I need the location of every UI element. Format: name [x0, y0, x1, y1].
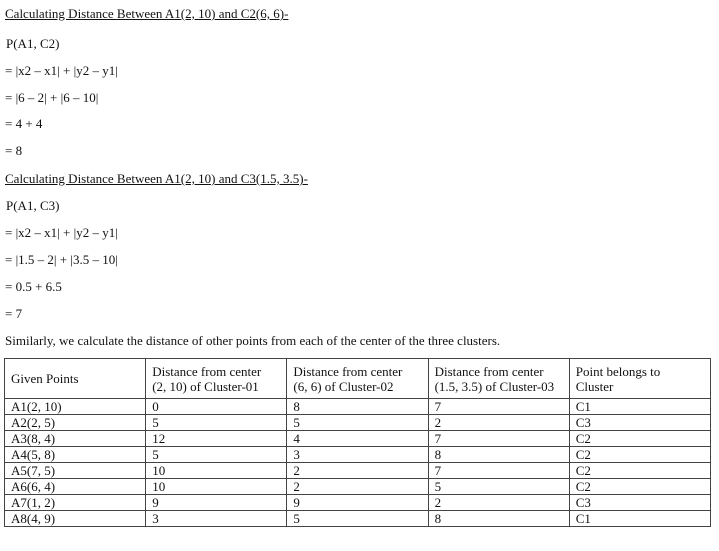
cell-dist-c3: 7 [428, 463, 569, 479]
cell-cluster: C2 [569, 479, 710, 495]
cell-dist-c3: 2 [428, 495, 569, 511]
table-header-row [5, 359, 711, 399]
distance-table [4, 358, 711, 527]
table-row [5, 399, 711, 415]
header-distance-c1 [146, 359, 287, 399]
cell-cluster: C2 [569, 463, 710, 479]
substitution-line: = |6 – 2| + |6 – 10| [5, 90, 99, 105]
cell-dist-c1: 5 [146, 415, 287, 431]
cell-cluster: C1 [569, 399, 710, 415]
cell-point: A6(6, 4) [5, 479, 146, 495]
cell-cluster: C3 [569, 415, 710, 431]
formula-line-2: = |x2 – x1| + |y2 – y1| [5, 225, 118, 240]
label-p-a1-c3: P(A1, C3) [6, 198, 60, 213]
table-row [5, 495, 711, 511]
cell-dist-c2: 2 [287, 463, 428, 479]
header-given-points: Given Points [5, 359, 146, 399]
header-distance-c3 [428, 359, 569, 399]
formula-line: = |x2 – x1| + |y2 – y1| [5, 63, 118, 78]
cell-dist-c1: 12 [146, 431, 287, 447]
cell-dist-c3: 7 [428, 399, 569, 415]
header-cluster [569, 359, 710, 399]
cell-point: A4(5, 8) [5, 447, 146, 463]
label-p-a1-c2: P(A1, C2) [6, 36, 60, 51]
cell-dist-c2: 8 [287, 399, 428, 415]
cell-dist-c2: 5 [287, 415, 428, 431]
cell-dist-c2: 3 [287, 447, 428, 463]
heading-a1-c2: Calculating Distance Between A1(2, 10) and C2(6, 6)- [5, 6, 289, 21]
substitution-line-2: = |1.5 – 2| + |3.5 – 10| [5, 252, 118, 267]
cell-dist-c1: 5 [146, 447, 287, 463]
cell-dist-c1: 3 [146, 511, 287, 527]
cell-dist-c1: 10 [146, 479, 287, 495]
cell-dist-c1: 0 [146, 399, 287, 415]
table-row [5, 511, 711, 527]
table-row [5, 479, 711, 495]
table-row [5, 463, 711, 479]
cell-point: A3(8, 4) [5, 431, 146, 447]
cell-point: A1(2, 10) [5, 399, 146, 415]
cell-dist-c3: 7 [428, 431, 569, 447]
cell-dist-c2: 4 [287, 431, 428, 447]
cell-dist-c1: 9 [146, 495, 287, 511]
result-line: = 8 [5, 143, 23, 158]
table-row [5, 447, 711, 463]
cell-point: A8(4, 9) [5, 511, 146, 527]
cell-point: A7(1, 2) [5, 495, 146, 511]
cell-dist-c3: 8 [428, 447, 569, 463]
sum-line: = 4 + 4 [5, 116, 43, 131]
cell-point: A5(7, 5) [5, 463, 146, 479]
cell-dist-c2: 9 [287, 495, 428, 511]
table-row [5, 431, 711, 447]
cell-dist-c3: 5 [428, 479, 569, 495]
header-distance-c1-text: Distance from center (2, 10) of Cluster-01 [152, 363, 262, 394]
cell-point: A2(2, 5) [5, 415, 146, 431]
result-line-2: = 7 [5, 306, 23, 321]
sum-line-2: = 0.5 + 6.5 [5, 279, 62, 294]
cell-dist-c1: 10 [146, 463, 287, 479]
cell-dist-c3: 2 [428, 415, 569, 431]
cell-cluster: C1 [569, 511, 710, 527]
cell-cluster: C2 [569, 431, 710, 447]
heading-a1-c3: Calculating Distance Between A1(2, 10) and C3(1.5, 3.5)- [5, 171, 308, 186]
table-row [5, 415, 711, 431]
header-distance-c2-text: Distance from center (6, 6) of Cluster-02 [293, 363, 403, 394]
cell-dist-c2: 2 [287, 479, 428, 495]
cell-dist-c3: 8 [428, 511, 569, 527]
header-distance-c2 [287, 359, 428, 399]
cell-dist-c2: 5 [287, 511, 428, 527]
cell-cluster: C2 [569, 447, 710, 463]
summary-sentence: Similarly, we calculate the distance of other points from each of the center of the three clusters. [5, 333, 501, 348]
cell-cluster: C3 [569, 495, 710, 511]
header-cluster-text: Point belongs to Cluster [575, 363, 661, 394]
header-distance-c3-text: Distance from center (1.5, 3.5) of Cluster-03 [434, 363, 555, 394]
